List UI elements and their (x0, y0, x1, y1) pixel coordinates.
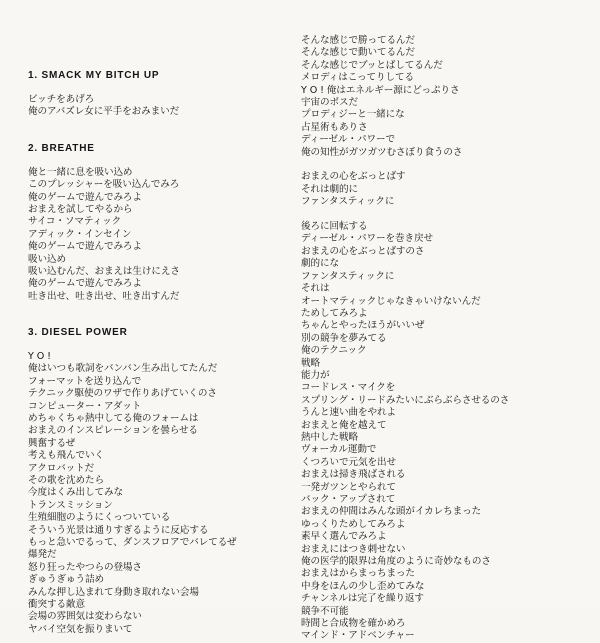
lyric-line: 吸い込め (28, 253, 66, 265)
lyric-line: もっと急いでるって、ダンスフロアでバレてるぜ (28, 536, 237, 548)
lyric-line: 熱中した戦略 (301, 431, 358, 443)
lyric-line: おまえの心をぶっとばすのさ (301, 245, 425, 257)
lyric-line: おまえを試してやるから (28, 203, 133, 215)
lyric-line: 素早く選んでみろよ (301, 531, 387, 543)
lyric-line: 俺はいつも歌詞をバンバン生み出してたんだ (28, 363, 218, 375)
lyric-line: フォーマットを送り込んで (28, 375, 142, 387)
lyrics-diesel-power-continued-stanza-3 (301, 221, 591, 643)
lyric-line: 俺のゲームで遊んでみろよ (28, 191, 142, 203)
lyric-line: ディーゼル・パワーで (301, 134, 395, 146)
lyric-line: 占星術もありさ (301, 121, 368, 133)
lyric-line: 俺のテクニック (301, 345, 367, 357)
lyric-line: そんな感じでブッとばしてるんだ (301, 59, 443, 71)
lyric-line: めちゃくちゃ熱中してる俺のフォームは (28, 413, 199, 425)
lyric-line: 競争不可能 (301, 605, 349, 617)
lyric-line: ファンタスティックに (301, 270, 395, 282)
lyric-line: ヴォーカル運動で (301, 444, 377, 456)
lyric-line: 俺のアバズレ女に平手をおみまいだ (28, 106, 180, 118)
lyric-line: 一発ガツンとやられて (301, 481, 396, 493)
lyric-line: おまえのインスピレーションを曇らせる (28, 425, 198, 437)
lyric-line: 時間と合成物を確かめろ (301, 618, 406, 630)
lyric-line: 後ろに回転する (301, 221, 368, 233)
lyrics-breathe (28, 167, 278, 303)
right-column (301, 35, 591, 643)
lyric-line: それは (301, 283, 330, 295)
lyric-line: ファンタスティックに (301, 196, 395, 208)
lyric-line: Y O ! 俺はエネルギー源にどっぷりさ (301, 84, 460, 96)
lyric-line: このプレッシャーを吸い込んでみろ (28, 179, 180, 191)
left-column (28, 70, 278, 636)
song-title-diesel-power: 3. DIESEL POWER (28, 327, 128, 339)
lyric-line: おまえは掃き飛ばされる (301, 469, 406, 481)
lyric-line: 生殖細胞のようにくっついている (28, 512, 171, 524)
lyric-line: 劇的にな (301, 258, 339, 270)
lyrics-diesel-power (28, 351, 278, 636)
lyric-line: 爆発だ (28, 549, 57, 561)
lyric-line: Y O ! (28, 351, 51, 363)
lyric-line: ためしてみろよ (301, 307, 368, 319)
lyric-line: 宇宙のボスだ (301, 97, 358, 109)
lyric-line: それは劇的に (301, 183, 358, 195)
lyric-line: アディック・インセイン (28, 228, 132, 240)
lyric-line: 吸い込むんだ、おまえは生けにえさ (28, 265, 180, 277)
lyric-line: 能力が (301, 369, 330, 381)
lyric-line: 戦略 (301, 357, 320, 369)
lyric-line: ゆっくりためしてみろよ (301, 518, 406, 530)
lyric-line: アクロバットだ (28, 462, 95, 474)
lyric-line: ディーゼル・パワーを巻き戻せ (301, 233, 433, 245)
lyric-line: テクニック駆使のワザで作りあげていくのさ (28, 388, 217, 400)
lyric-line: そういう光景は通りすぎるように反応する (28, 524, 209, 536)
lyrics-diesel-power-continued-stanza-2 (301, 171, 591, 208)
lyric-line: 俺の医学的限界は角度のように奇妙なものさ (301, 556, 491, 568)
lyric-line: 考えも飛んでいく (28, 450, 104, 462)
lyric-line: コンピューター・アダット (28, 400, 142, 412)
lyric-line: ヤバイ空気を振りまいて (28, 623, 133, 635)
lyric-line: コードレス・マイクを (301, 382, 396, 394)
lyric-line: 俺のゲームで遊んでみろよ (28, 241, 142, 253)
lyric-line: みんな押し込まれて身動き取れない会場 (28, 586, 199, 598)
lyric-line: おまえの心をぶっとばす (301, 171, 406, 183)
lyric-line: くつろいで元気を出せ (301, 456, 396, 468)
lyric-line: チャンネルは完了を繰り返す (301, 593, 424, 605)
lyric-line: ビッチをあげろ (28, 94, 95, 105)
lyric-line: ぎゅうぎゅう詰め (28, 574, 104, 586)
lyric-line: 怒り狂ったやつらの登場さ (28, 561, 142, 573)
lyric-line: マインド・アドベンチャー (301, 630, 415, 642)
lyrics-smack-my-bitch-up (28, 94, 278, 119)
lyric-line: うんと速い曲をやれよ (301, 407, 396, 419)
lyric-line: プロディジーと一緒にな (301, 109, 405, 121)
lyric-line: サイコ・ソマティック (28, 216, 122, 228)
lyrics-diesel-power-continued-stanza-1 (301, 35, 591, 159)
lyric-line: トランスミッション (28, 499, 113, 511)
lyric-line: 俺のゲームで遊んでみろよ (28, 278, 142, 290)
lyric-line: 中身をほんの少し歪めてみな (301, 580, 425, 592)
lyric-line: メロディはこってりしてる (301, 72, 414, 84)
lyric-line: 興奮するぜ (28, 437, 76, 449)
lyric-line: 衝突する敵意 (28, 598, 85, 610)
lyric-line: 会場の雰囲気は変わらない (28, 611, 142, 623)
lyric-line: おまえと俺を越えて (301, 419, 387, 431)
lyric-line: おまえはからまっちまった (301, 568, 415, 580)
lyric-line: そんな感じで勝ってるんだ (301, 35, 415, 46)
lyric-line: 別の競争を夢みてる (301, 332, 387, 344)
lyric-line: 俺と一緒に息を吸い込め (28, 166, 133, 178)
lyric-line: バック・アップされて (301, 494, 396, 505)
lyric-line: おまえの仲間はみんな頭がイカレちまった (301, 506, 482, 518)
lyric-line: スプリング・リードみたいにぶらぶらさせるのさ (301, 394, 510, 406)
lyric-line: 俺の知性がガツガツむさぼり食うのさ (301, 146, 463, 158)
song-title-smack-my-bitch-up: 1. SMACK MY BITCH UP (28, 70, 160, 81)
lyric-line: その歌を沈めたら (28, 474, 104, 486)
lyric-line: そんな感じで動いてるんだ (301, 47, 415, 59)
lyric-line: おまえにはつき刺せない (301, 543, 406, 555)
lyric-line: ちゃんとやったほうがいいぜ (301, 320, 425, 332)
song-title-breathe: 2. BREATHE (28, 142, 95, 154)
lyric-line: 吐き出せ、吐き出せ、吐き出すんだ (28, 290, 180, 302)
lyric-line: オートマティックじゃなきゃいけないんだ (301, 295, 481, 307)
lyric-line: 今度はくみ出してみな (28, 487, 123, 499)
